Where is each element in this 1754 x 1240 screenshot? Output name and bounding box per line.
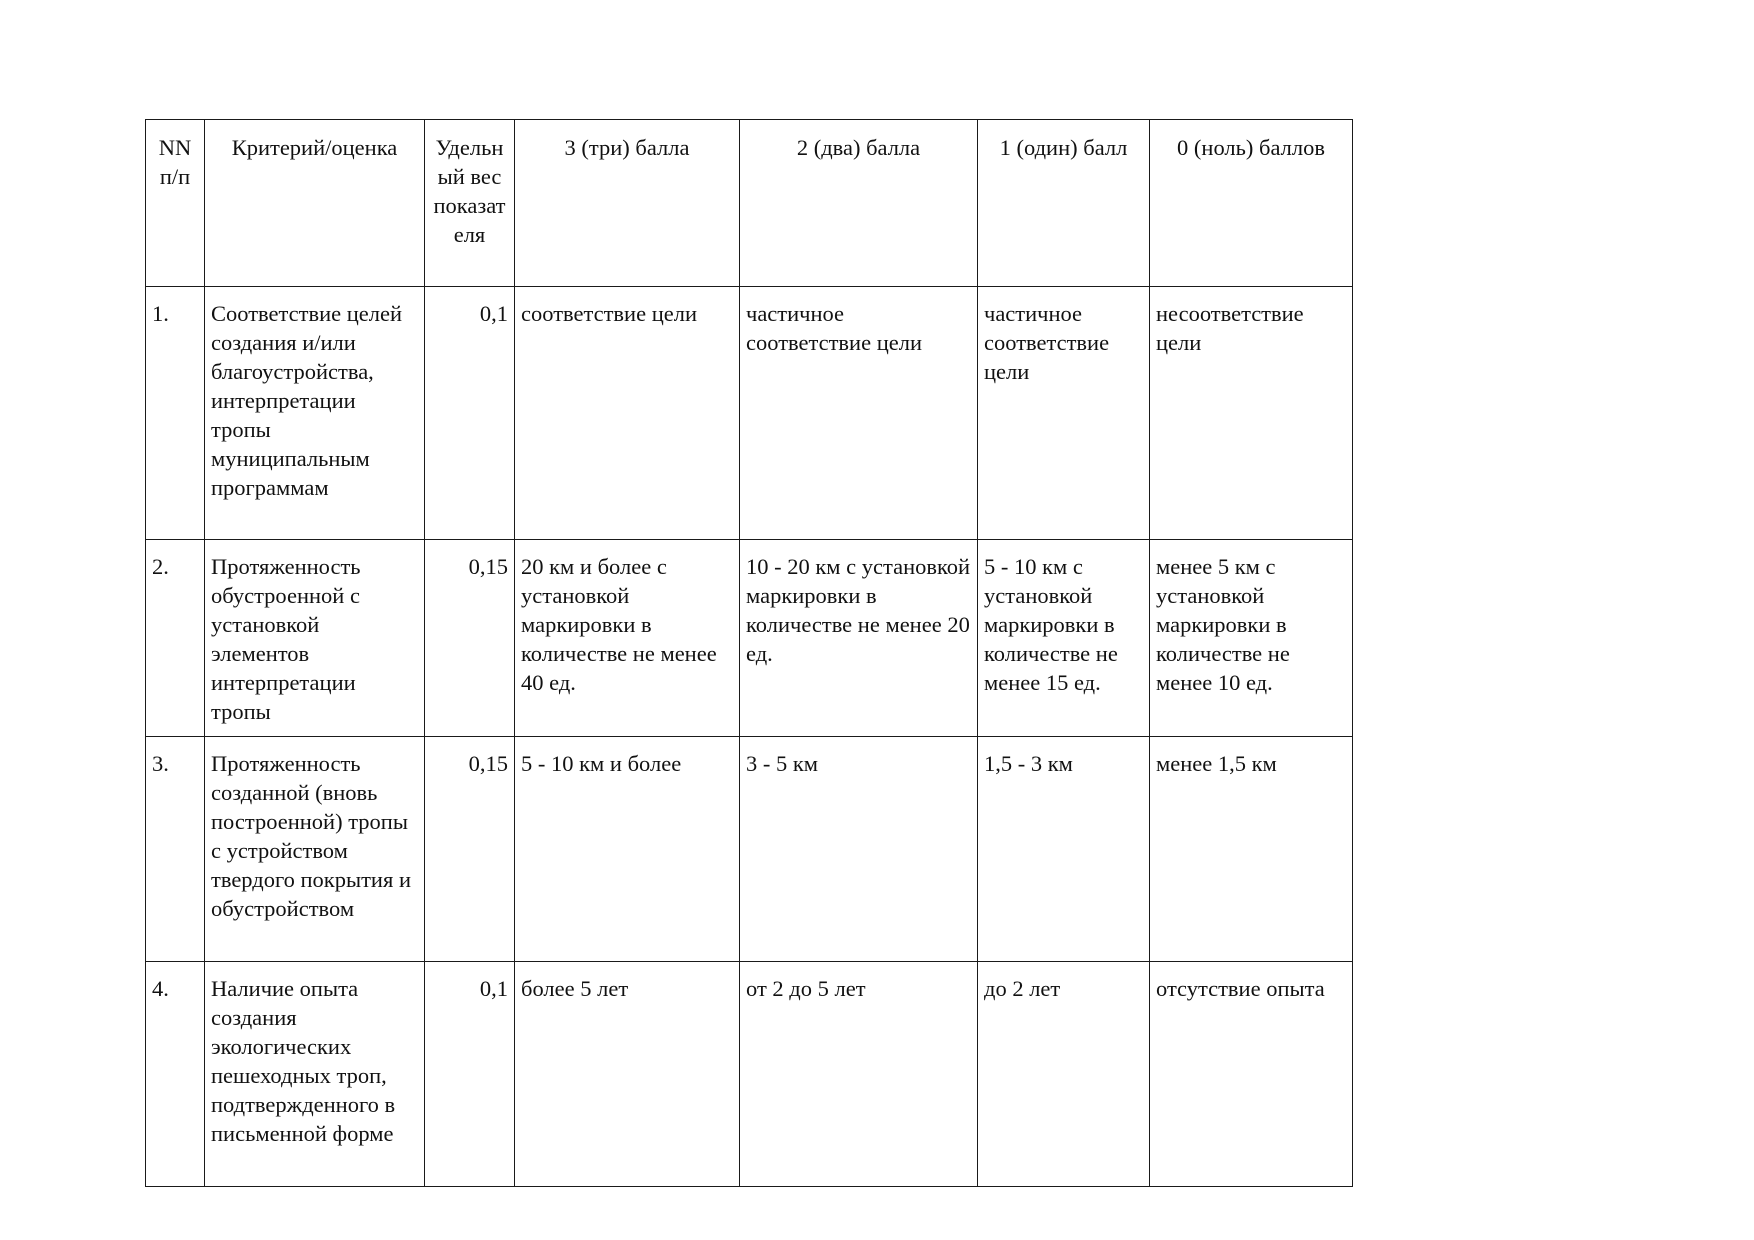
header-score-1: 1 (один) балл — [978, 120, 1150, 287]
row-criterion: Соответствие целей создания и/или благоустройства, интерпретации тропы муниципальным программам — [205, 287, 425, 540]
criteria-table — [145, 119, 1353, 1187]
row-criterion: Протяженность созданной (вновь построенной) тропы с устройством твердого покрытия и обустройством — [205, 737, 425, 962]
row-score-2: частичное соответствие цели — [740, 287, 978, 540]
row-num: 1. — [146, 287, 205, 540]
row-score-3: 5 - 10 км и более — [515, 737, 740, 962]
row-score-0: менее 1,5 км — [1150, 737, 1353, 962]
row-score-3: 20 км и более с установкой маркировки в количестве не менее 40 ед. — [515, 540, 740, 737]
table-header-row — [146, 120, 1353, 287]
row-weight: 0,1 — [425, 287, 515, 540]
row-score-0: отсутствие опыта — [1150, 962, 1353, 1187]
header-criterion: Критерий/оценка — [205, 120, 425, 287]
header-score-2: 2 (два) балла — [740, 120, 978, 287]
row-weight: 0,15 — [425, 540, 515, 737]
table-row — [146, 737, 1353, 962]
row-score-1: до 2 лет — [978, 962, 1150, 1187]
header-score-3: 3 (три) балла — [515, 120, 740, 287]
header-num: NN п/п — [146, 120, 205, 287]
row-num: 2. — [146, 540, 205, 737]
row-score-1: 1,5 - 3 км — [978, 737, 1150, 962]
row-score-1: 5 - 10 км с установкой маркировки в количестве не менее 15 ед. — [978, 540, 1150, 737]
header-score-0: 0 (ноль) баллов — [1150, 120, 1353, 287]
row-score-2: 10 - 20 км с установкой маркировки в количестве не менее 20 ед. — [740, 540, 978, 737]
table-row — [146, 287, 1353, 540]
row-weight: 0,15 — [425, 737, 515, 962]
row-score-2: 3 - 5 км — [740, 737, 978, 962]
row-score-2: от 2 до 5 лет — [740, 962, 978, 1187]
table-row — [146, 962, 1353, 1187]
row-num: 3. — [146, 737, 205, 962]
row-score-3: более 5 лет — [515, 962, 740, 1187]
row-score-0: несоответствие цели — [1150, 287, 1353, 540]
row-num: 4. — [146, 962, 205, 1187]
header-weight: Удельный вес показателя — [425, 120, 515, 287]
row-score-1: частичное соответствие цели — [978, 287, 1150, 540]
row-criterion: Наличие опыта создания экологических пешеходных троп, подтвержденного в письменной форме — [205, 962, 425, 1187]
row-score-3: соответствие цели — [515, 287, 740, 540]
row-weight: 0,1 — [425, 962, 515, 1187]
row-criterion: Протяженность обустроенной с установкой элементов интерпретации тропы — [205, 540, 425, 737]
row-score-0: менее 5 км с установкой маркировки в количестве не менее 10 ед. — [1150, 540, 1353, 737]
table-row — [146, 540, 1353, 737]
